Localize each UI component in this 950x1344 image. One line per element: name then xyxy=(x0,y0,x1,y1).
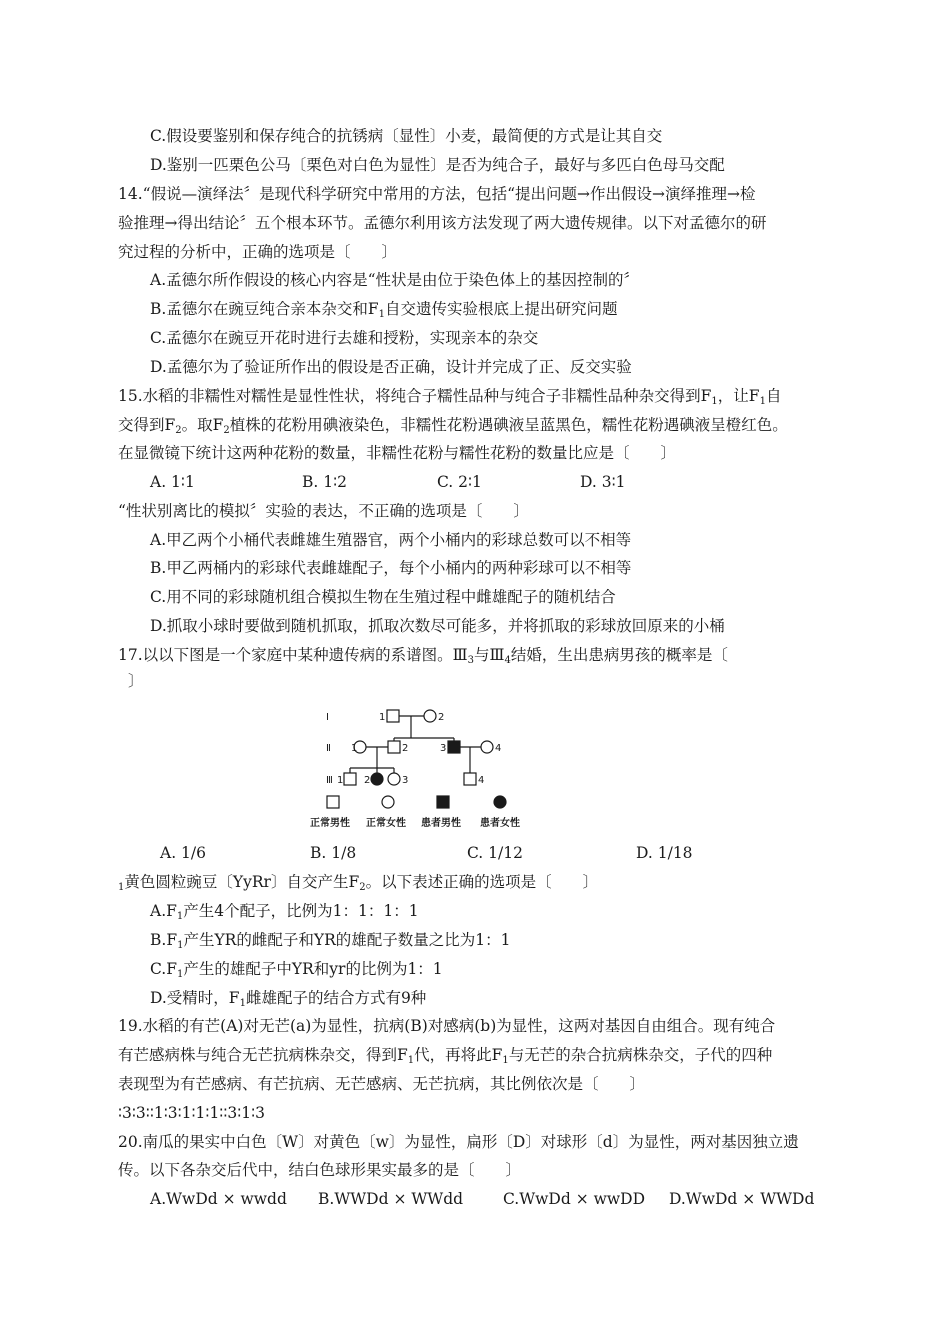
q14-option-c: C.孟德尔在豌豆开花时进行去雄和授粉，实现亲本的杂交 xyxy=(150,329,539,347)
legend-normal-female-symbol xyxy=(382,796,394,808)
q17-stem-line1: 17.以以下图是一个家庭中某种遗传病的系谱图。$Ⅲ_3$与$Ⅲ_4$结婚，生出患病男孩的概率是〔 xyxy=(118,646,728,666)
q19-stem-line3: 表现型为有芒感病、有芒抗病、无芒感病、无芒抗病，其比例依次是〔 〕 xyxy=(118,1075,646,1093)
q14-option-d: D.孟德尔为了验证所作出的假设是否正确，设计并完成了正、反交实验 xyxy=(150,358,632,376)
q18-option-b: $B.F_1$产生YR的雌配子和YR的雄配子数量之比为1：1 xyxy=(150,931,511,951)
q14-option-b: B.孟德尔在豌豆纯合亲本杂交和$F_1$自交遗传实验根底上提出研究问题 xyxy=(150,300,618,320)
legend-normal-male-symbol xyxy=(327,796,339,808)
q20-stem-line1: 20.南瓜的果实中白色〔W〕对黄色〔w〕为显性，扁形〔D〕对球形〔d〕为显性，两对基因独立遗 xyxy=(118,1133,799,1151)
pedigree-label: 2 xyxy=(438,712,445,723)
legend-affected-female: 患者女性 xyxy=(480,818,520,829)
q13-option-d: D.鉴别一匹栗色公马〔栗色对白色为显性〕是否为纯合子，最好与多匹白色母马交配 xyxy=(150,156,725,174)
q15-stem-line3: 在显微镜下统计这两种花粉的数量，非糯性花粉与糯性花粉的数量比应是〔 〕 xyxy=(118,444,677,462)
pedigree-label: 1 xyxy=(351,743,358,754)
pedigree-diagram xyxy=(300,704,540,834)
pedigree-label: 1 xyxy=(379,712,386,723)
q18-stem: $_1$黄色圆粒豌豆〔YyRr〕自交产生$F_2$。以下表述正确的选项是〔 〕 xyxy=(118,873,599,893)
pedigree-label: 2 xyxy=(364,775,371,786)
legend-affected-male-symbol xyxy=(437,796,449,808)
pedigree-II-4-normal-female xyxy=(481,741,493,753)
q15-option-d: D. 3∶1 xyxy=(580,473,626,491)
q14-option-a: A.孟德尔所作假设的核心内容是“性状是由位于染色体上的基因控制的〞 xyxy=(150,271,640,289)
q15-option-c: C. 2∶1 xyxy=(437,473,482,491)
q13-option-c: C.假设要鉴别和保存纯合的抗锈病〔显性〕小麦，最简便的方式是让其自交 xyxy=(150,127,663,145)
pedigree-label: 3 xyxy=(440,743,447,754)
pedigree-III-3-normal-female xyxy=(388,773,400,785)
pedigree-I-2-normal-female xyxy=(424,710,436,722)
q16-option-b: B.甲乙两桶内的彩球代表雌雄配子，每个小桶内的两种彩球可以不相等 xyxy=(150,559,632,577)
q17-option-c: C. 1/12 xyxy=(467,844,523,862)
pedigree-label: 4 xyxy=(495,743,502,754)
pedigree-label: 1 xyxy=(337,775,344,786)
q15-stem-line2: 交得到$F_2$。取$F_2$植株的花粉用碘液染色，非糯性花粉遇碘液呈蓝黑色，糯性花粉遇碘液呈橙红色。 xyxy=(118,416,788,436)
q17-option-b: B. 1/8 xyxy=(310,844,357,862)
q18-option-a: $A.F_1$产生4个配子，比例为1：1：1：1 xyxy=(150,902,419,922)
gen-III-label: Ⅲ xyxy=(326,775,333,786)
q15-stem-line1: 15.水稻的非糯性对糯性是显性性状，将纯合子糯性品种与纯合子非糯性品种杂交得到$F_1$，让$F_1$自 xyxy=(118,387,782,407)
q17-option-a: A. 1/6 xyxy=(160,844,206,862)
q20-option-d: D.WwDd × WWDd xyxy=(669,1190,815,1208)
q19-options: ∶3∶3∶∶1∶3∶1∶1∶1∶∶3∶1∶3 xyxy=(118,1104,266,1122)
pedigree-III-2-affected-female xyxy=(371,773,383,785)
pedigree-II-3-affected-male xyxy=(448,741,460,753)
q14-stem-line1: 14.“假说—演绎法〞是现代科学研究中常用的方法，包括“提出问题→作出假设→演绎推理→检 xyxy=(118,185,756,203)
pedigree-label: 3 xyxy=(402,775,409,786)
legend-normal-female: 正常女性 xyxy=(366,818,406,829)
q14-stem-line3: 究过程的分析中，正确的选项是〔 〕 xyxy=(118,243,398,261)
q15-option-b: B. 1∶2 xyxy=(302,473,348,491)
legend-affected-female-symbol xyxy=(494,796,506,808)
q19-stem-line1: 19.水稻的有芒(A)对无芒(a)为显性，抗病(B)对感病(b)为显性，这两对基因自由组合。现有纯合 xyxy=(118,1017,776,1035)
legend-normal-male: 正常男性 xyxy=(310,818,350,829)
pedigree-II-2-normal-male xyxy=(388,741,400,753)
q16-option-c: C.用不同的彩球随机组合模拟生物在生殖过程中雌雄配子的随机结合 xyxy=(150,588,616,606)
q19-stem-line2: 有芒感病株与纯合无芒抗病株杂交，得到$F_1$代，再将此$F_1$与无芒的杂合抗病株杂交，子代的四种 xyxy=(118,1046,773,1066)
gen-I-label: Ⅰ xyxy=(326,712,329,723)
q15-option-a: A. 1∶1 xyxy=(150,473,195,491)
pedigree-label: 4 xyxy=(478,775,485,786)
pedigree-III-1-normal-male xyxy=(344,773,356,785)
pedigree-label: 2 xyxy=(402,743,409,754)
q20-option-a: A.WwDd × wwdd xyxy=(150,1190,287,1208)
pedigree-III-4-normal-male xyxy=(464,773,476,785)
q17-stem-line2: 〕 xyxy=(128,672,144,690)
gen-II-label: Ⅱ xyxy=(326,743,331,754)
q18-option-d: D.受精时，$F_1$雌雄配子的结合方式有9种 xyxy=(150,989,427,1009)
q14-stem-line2: 验推理→得出结论〞五个根本环节。孟德尔利用该方法发现了两大遗传规律。以下对孟德尔的研 xyxy=(118,214,767,232)
q20-stem-line2: 传。以下各杂交后代中，结白色球形果实最多的是〔 〕 xyxy=(118,1161,522,1179)
q20-option-b: B.WWDd × WWdd xyxy=(318,1190,464,1208)
q17-option-d: D. 1/18 xyxy=(636,844,693,862)
q18-option-c: $C.F_1$产生的雄配子中YR和yr的比例为1：1 xyxy=(150,960,443,980)
q16-stem: “性状别离比的模拟〞实验的表达，不正确的选项是〔 〕 xyxy=(118,502,529,520)
pedigree-I-1-normal-male xyxy=(387,710,399,722)
q16-option-a: A.甲乙两个小桶代表雌雄生殖器官，两个小桶内的彩球总数可以不相等 xyxy=(150,531,632,549)
q20-option-c: C.WwDd × wwDD xyxy=(503,1190,646,1208)
legend-affected-male: 患者男性 xyxy=(421,818,461,829)
q16-option-d: D.抓取小球时要做到随机抓取，抓取次数尽可能多，并将抓取的彩球放回原来的小桶 xyxy=(150,617,725,635)
